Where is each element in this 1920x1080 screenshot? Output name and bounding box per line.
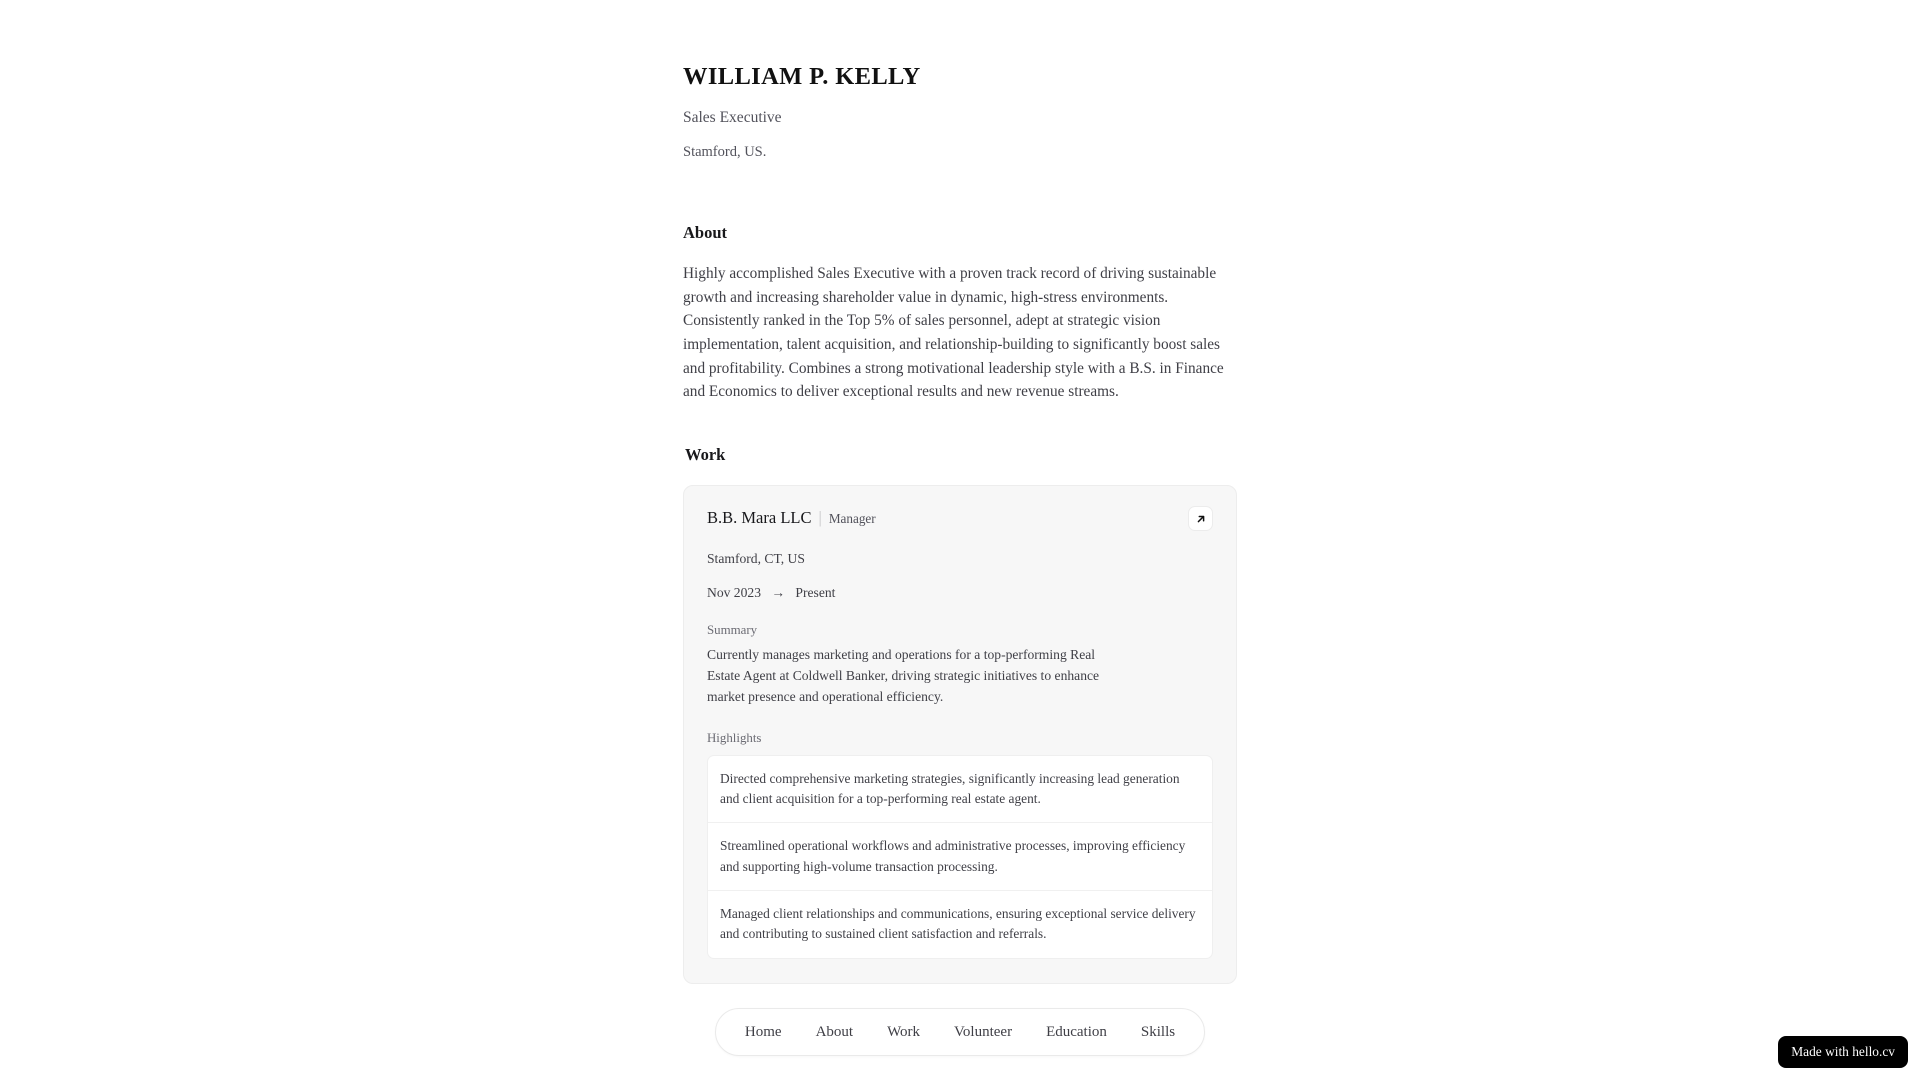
list-item: Directed comprehensive marketing strategies, significantly increasing lead generation and client acquisition for a top-performing real estate agent. bbox=[720, 770, 1180, 806]
job-header-row bbox=[707, 508, 1213, 531]
about-section bbox=[683, 222, 1237, 404]
job-summary-text: Currently manages marketing and operations for a top-performing Real Estate Agent at Coldwell Banker, driving strategic initiatives to enhance market presence and operational efficiency. bbox=[707, 647, 1100, 704]
work-experience-card bbox=[683, 485, 1237, 984]
work-section-title: Work bbox=[685, 444, 726, 464]
arrow-right-icon: → bbox=[771, 584, 785, 600]
list-item: Streamlined operational workflows and administrative processes, improving efficiency and supporting high-volume transaction processing. bbox=[708, 822, 1212, 890]
nav-item-work[interactable]: Work bbox=[887, 1024, 921, 1040]
job-title-separator: | bbox=[818, 508, 822, 528]
nav-item-about[interactable]: About bbox=[815, 1024, 854, 1040]
job-end-date: Present bbox=[795, 584, 836, 600]
job-highlights-label: Highlights bbox=[707, 730, 762, 745]
job-title-line bbox=[707, 508, 876, 528]
job-external-link-button[interactable] bbox=[1188, 506, 1213, 531]
profile-role: Sales Executive bbox=[683, 108, 782, 126]
profile-location: Stamford, US. bbox=[683, 144, 767, 161]
nav-item-skills[interactable]: Skills bbox=[1140, 1024, 1176, 1040]
nav-item-volunteer[interactable]: Volunteer bbox=[954, 1024, 1013, 1040]
profile-name: WILLIAM P. KELLY bbox=[683, 63, 921, 90]
job-summary-label: Summary bbox=[707, 622, 758, 637]
nav-item-home[interactable]: Home bbox=[744, 1024, 782, 1040]
job-start-date: Nov 2023 bbox=[707, 584, 761, 600]
job-date-range bbox=[707, 584, 1213, 602]
job-highlights-list bbox=[707, 755, 1213, 959]
resume-content-column bbox=[683, 0, 1237, 984]
bottom-navigation bbox=[0, 1008, 1920, 1056]
profile-header bbox=[683, 0, 1237, 163]
external-link-arrow-icon bbox=[1195, 513, 1207, 525]
job-location: Stamford, CT, US bbox=[707, 551, 805, 567]
nav-pill bbox=[715, 1008, 1205, 1056]
job-company-name: B.B. Mara LLC bbox=[707, 508, 812, 528]
job-highlights-block bbox=[707, 730, 1213, 959]
made-with-badge[interactable]: Made with hello.cv bbox=[1778, 1036, 1908, 1068]
about-paragraph: Highly accomplished Sales Executive with a proven track record of driving sustainable growth and increasing shareholder value in dynamic, high-stress environments. Consistently ranked in the Top 5% of sales personnel, adept at strategic vision implementation, talent acquisition, and relationship-building to significantly boost sales and profitability. Combines a strong motivational leadership style with a B.S. in Finance and Economics to deliver exceptional results and new revenue streams. bbox=[683, 265, 1224, 401]
nav-item-education[interactable]: Education bbox=[1046, 1024, 1107, 1040]
about-section-title: About bbox=[683, 222, 728, 242]
list-item: Managed client relationships and communications, ensuring exceptional service delivery and contributing to sustained client satisfaction and referrals. bbox=[708, 890, 1212, 958]
job-position-title: Manager bbox=[828, 511, 876, 527]
work-section bbox=[683, 444, 1237, 984]
job-summary-block bbox=[707, 622, 1213, 708]
